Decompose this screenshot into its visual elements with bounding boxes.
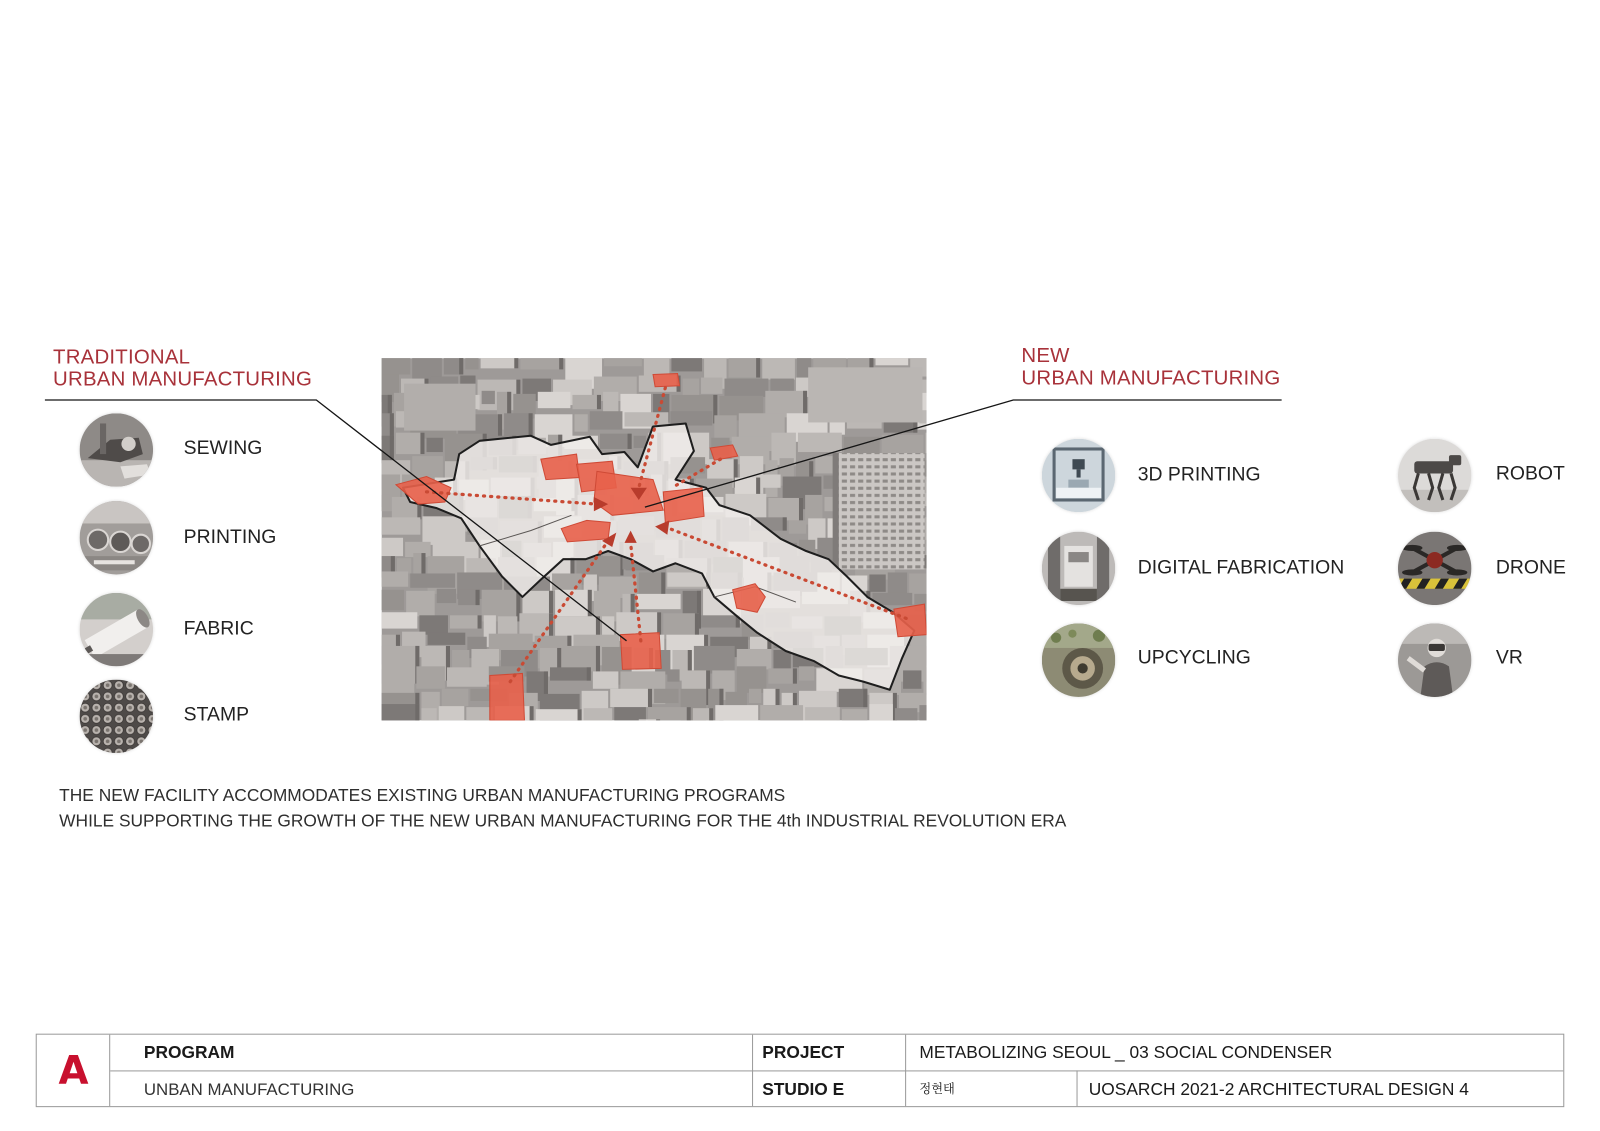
building-block <box>378 704 420 738</box>
building-block <box>648 707 691 736</box>
building-shadow <box>833 453 839 569</box>
building-block <box>895 708 917 724</box>
building-block <box>762 354 795 380</box>
building-block <box>574 414 587 431</box>
building-block <box>637 594 681 609</box>
program-label-robot: ROBOT <box>1495 463 1565 485</box>
building-shadow <box>597 395 601 409</box>
building-block <box>724 379 768 397</box>
building-block <box>869 574 885 591</box>
building-block <box>839 689 868 707</box>
upcycling-photo-icon <box>1042 623 1115 696</box>
project-label: PROJECT <box>762 1042 845 1063</box>
building-block <box>923 460 946 481</box>
building-block <box>840 721 878 748</box>
building-block <box>600 434 632 449</box>
building-block <box>733 724 756 739</box>
building-block <box>768 498 803 520</box>
building-block <box>903 670 921 688</box>
building-block <box>701 615 740 627</box>
building-block <box>620 723 636 735</box>
description-caption <box>59 783 1066 834</box>
building-shadow <box>587 667 591 680</box>
new-header-line2: URBAN MANUFACTURING <box>1021 367 1281 390</box>
studio-label: STUDIO E <box>762 1079 845 1099</box>
building-shadow <box>578 709 582 725</box>
building-block <box>758 724 793 745</box>
building-shadow <box>596 646 600 672</box>
building-block <box>930 612 968 626</box>
building-block <box>923 667 946 695</box>
course-name: UOSARCH 2021-2 ARCHITECTURAL DESIGN 4 <box>1088 1079 1469 1099</box>
building-block <box>798 433 842 452</box>
building-block <box>662 722 688 740</box>
program-label-sewing: SEWING <box>183 437 263 460</box>
program-label-fabric: FABRIC <box>183 618 254 640</box>
building-block <box>789 520 806 533</box>
building-block <box>378 723 407 758</box>
building-block <box>378 590 405 610</box>
building-shadow <box>459 357 463 374</box>
new-header <box>1021 345 1280 390</box>
building-shadow <box>450 720 454 754</box>
building-block <box>421 708 436 726</box>
program-label-printing: PRINTING <box>183 526 277 548</box>
building-block <box>408 722 427 760</box>
building-shadow <box>513 724 517 754</box>
building-block <box>442 689 469 706</box>
building-block <box>378 517 421 534</box>
building-shadow <box>628 434 632 449</box>
fabric-photo-icon <box>80 593 153 666</box>
vr-photo-icon <box>1398 623 1471 696</box>
building-shadow <box>476 590 480 605</box>
building-block <box>416 666 445 688</box>
building-block <box>483 722 495 738</box>
author-name: 정현태 <box>919 1081 955 1096</box>
program-label-3d-printing: 3D PRINTING <box>1137 464 1261 486</box>
title-block <box>36 1034 1565 1107</box>
building-shadow <box>933 493 937 506</box>
building-block <box>762 474 780 487</box>
building-shadow <box>727 723 731 755</box>
building-block <box>450 615 482 628</box>
building-block <box>795 723 838 746</box>
building-block <box>908 720 946 750</box>
building-shadow <box>944 555 948 568</box>
building-block <box>768 668 797 683</box>
building-block <box>805 707 840 723</box>
program-label: PROGRAM <box>143 1042 235 1063</box>
tall-building <box>837 453 925 569</box>
caption-line2: WHILE SUPPORTING THE GROWTH OF THE NEW URBAN MANUFACTURING FOR THE 4th INDUSTRIAL REVOLUTION ERA <box>59 811 1067 831</box>
building-block <box>880 722 907 752</box>
building-shadow <box>936 477 940 501</box>
new-header-line1: NEW <box>1021 344 1070 368</box>
building-block <box>378 571 409 586</box>
building-shadow <box>687 707 691 736</box>
building-block <box>760 705 803 721</box>
building-block <box>428 633 466 645</box>
building-block <box>465 356 478 369</box>
building-block <box>482 391 495 404</box>
facility-block <box>653 373 680 386</box>
digital-fabrication-photo-icon <box>1042 532 1115 605</box>
building-block <box>519 722 556 746</box>
building-shadow <box>793 668 797 683</box>
building-block <box>639 719 660 753</box>
aerial-photo <box>378 353 968 760</box>
building-block <box>558 723 573 743</box>
building-block <box>437 589 456 603</box>
building-block <box>614 707 646 728</box>
traditional-header-line1: TRADITIONAL <box>53 345 191 369</box>
project-value: METABOLIZING SEOUL _ 03 SOCIAL CONDENSER <box>919 1042 1333 1063</box>
building-shadow <box>684 722 688 740</box>
program-label-stamp: STAMP <box>183 704 250 726</box>
sewing-photo-icon <box>80 413 153 486</box>
facility-block <box>894 604 927 637</box>
building-block <box>808 367 922 422</box>
robot-photo-icon <box>1398 439 1471 512</box>
building-shadow <box>648 689 652 707</box>
facility-block <box>541 454 580 480</box>
building-block <box>466 707 493 723</box>
title-block-divider <box>752 1035 753 1106</box>
building-block <box>456 723 480 754</box>
stamp-photo-icon <box>80 680 153 753</box>
building-shadow <box>478 615 482 628</box>
building-block <box>378 495 390 507</box>
program-value: UNBAN MANUFACTURING <box>143 1080 355 1099</box>
building-block <box>729 355 761 377</box>
building-block <box>422 516 465 545</box>
building-block <box>667 669 679 681</box>
3d-printing-photo-icon <box>1042 439 1115 512</box>
building-block <box>726 692 747 706</box>
building-block <box>590 411 623 429</box>
building-block <box>701 378 722 394</box>
building-block <box>427 438 443 452</box>
building-shadow <box>863 689 867 707</box>
building-block <box>815 456 832 473</box>
printing-photo-icon <box>80 501 153 574</box>
building-block <box>869 704 892 731</box>
drone-photo-icon <box>1398 532 1471 605</box>
building-shadow <box>709 708 713 735</box>
traditional-header <box>53 346 312 391</box>
building-block <box>671 354 702 371</box>
building-block <box>378 612 418 628</box>
building-block <box>604 354 642 366</box>
building-block <box>538 392 571 408</box>
building-block <box>749 689 761 703</box>
building-block <box>694 646 735 674</box>
caption-line1: THE NEW FACILITY ACCOMMODATES EXISTING URBAN MANUFACTURING PROGRAMS <box>59 785 786 806</box>
traditional-header-line2: URBAN MANUFACTURING <box>53 368 313 391</box>
building-shadow <box>943 667 947 695</box>
building-block <box>430 720 454 754</box>
building-shadow <box>656 719 660 753</box>
building-block <box>378 538 404 556</box>
building-shadow <box>420 433 424 454</box>
building-block <box>439 706 465 732</box>
building-shadow <box>530 706 534 741</box>
building-shadow <box>421 553 425 574</box>
program-label-vr: VR <box>1495 646 1523 669</box>
building-block <box>520 356 563 369</box>
logo-a: A <box>58 1047 89 1093</box>
building-shadow <box>933 355 937 376</box>
title-block-divider <box>1077 1070 1078 1106</box>
building-block <box>610 689 652 707</box>
building-block <box>378 355 411 374</box>
building-block <box>926 433 952 453</box>
building-shadow <box>799 498 803 520</box>
building-block <box>603 392 618 412</box>
building-block <box>876 353 909 365</box>
facility-block <box>490 673 525 720</box>
building-shadow <box>954 380 958 396</box>
program-label-upcycling: UPCYCLING <box>1137 646 1251 669</box>
building-block <box>536 709 582 725</box>
building-shadow <box>415 704 419 738</box>
building-block <box>552 573 582 590</box>
building-shadow <box>783 517 787 530</box>
building-block <box>593 671 619 688</box>
building-shadow <box>929 540 933 570</box>
building-block <box>410 573 455 587</box>
building-block <box>404 384 475 431</box>
building-block <box>644 356 670 375</box>
building-shadow <box>549 591 553 617</box>
building-block <box>481 355 519 368</box>
building-block <box>690 723 731 755</box>
building-block <box>634 436 646 448</box>
building-shadow <box>559 356 563 369</box>
facility-block <box>620 633 661 670</box>
title-block-divider <box>905 1035 906 1106</box>
building-shadow <box>756 355 760 377</box>
building-block <box>715 705 758 731</box>
building-block <box>522 591 553 617</box>
building-block <box>555 590 592 617</box>
building-shadow <box>514 355 518 368</box>
building-block <box>572 395 601 409</box>
building-block <box>397 558 411 573</box>
building-block <box>584 708 613 742</box>
building-block <box>799 666 814 680</box>
building-block <box>497 724 517 754</box>
building-block <box>624 412 668 426</box>
program-label-digital-fabrication: DIGITAL FABRICATION <box>1137 557 1345 579</box>
building-block <box>550 667 591 680</box>
building-block <box>576 724 619 756</box>
building-block <box>654 689 678 703</box>
building-block <box>396 433 425 454</box>
building-block <box>842 709 868 744</box>
building-shadow <box>776 689 780 705</box>
facility-block <box>663 488 704 523</box>
building-block <box>447 667 487 686</box>
building-shadow <box>552 722 556 746</box>
program-label-drone: DRONE <box>1495 557 1566 579</box>
